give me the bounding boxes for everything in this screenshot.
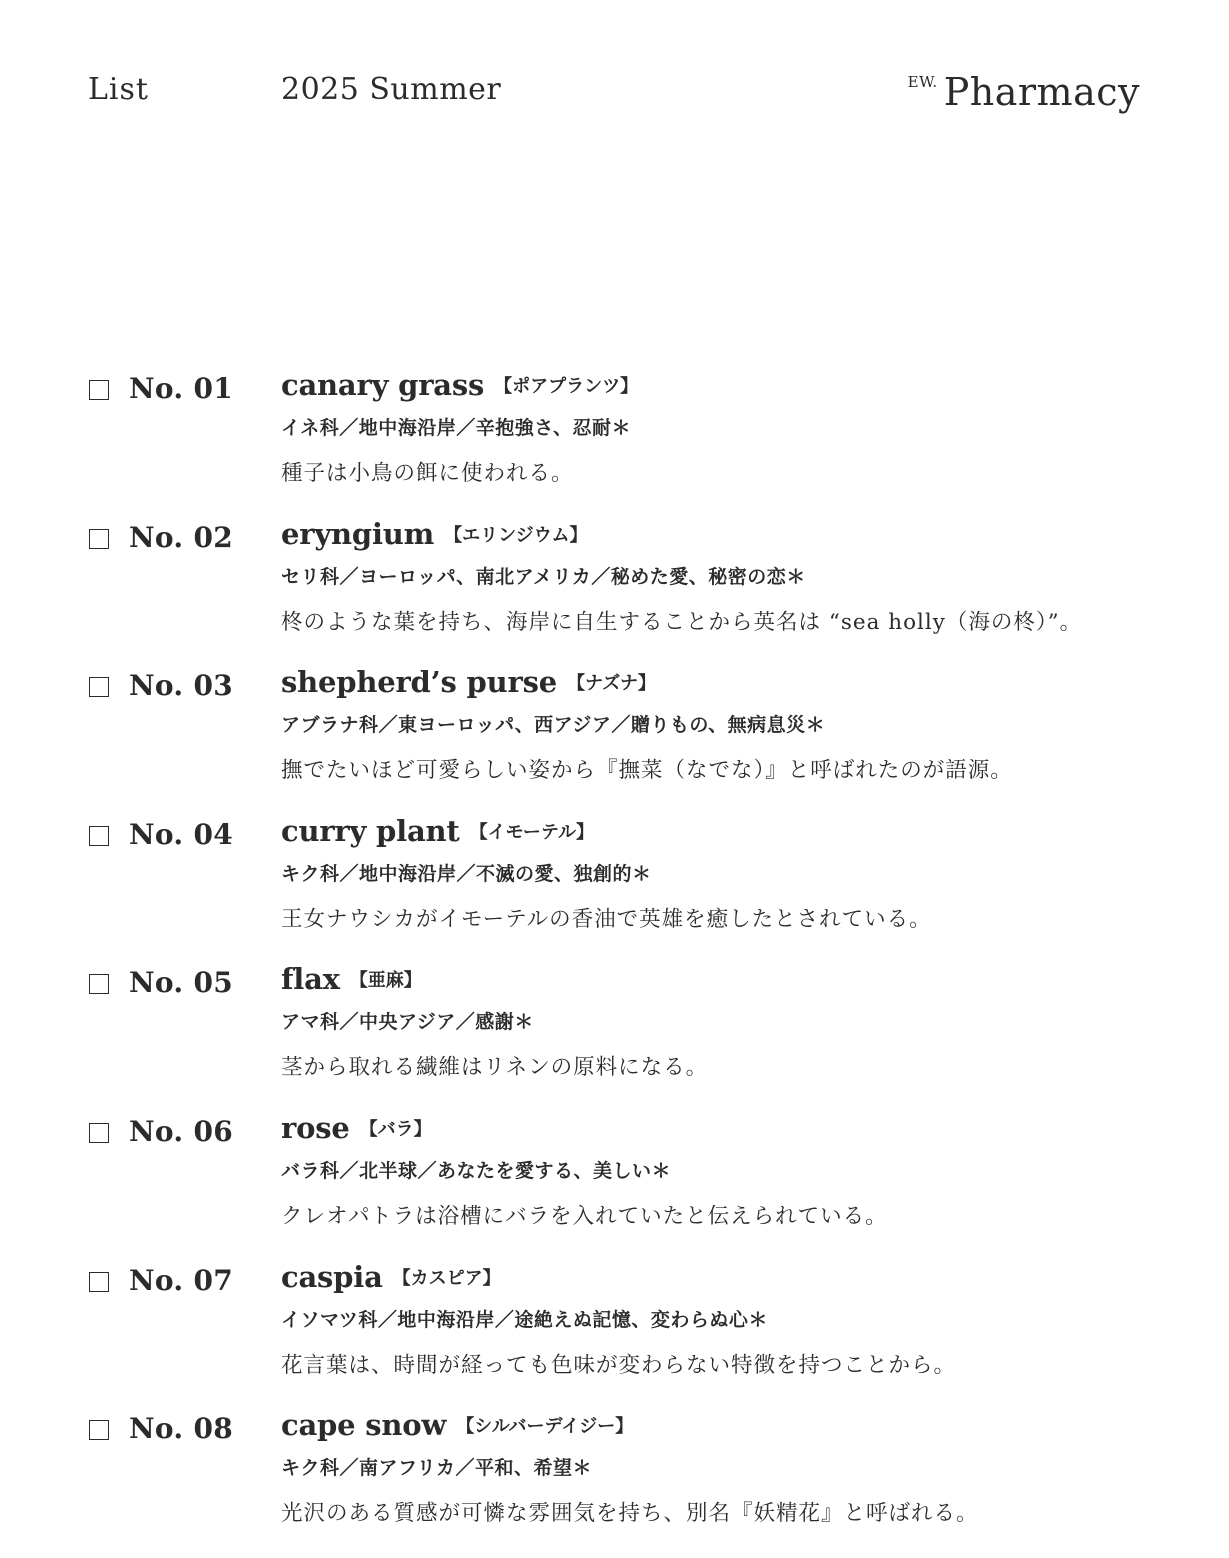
item-japanese-name: 【イモーテル】 — [469, 821, 595, 843]
item-name: shepherd’s purse — [281, 665, 557, 700]
item-meta: キク科／地中海沿岸／不滅の愛、独創的＊ — [281, 862, 652, 885]
item-checkbox[interactable] — [89, 677, 109, 697]
item-title — [281, 517, 1181, 557]
item-checkbox[interactable] — [89, 380, 109, 400]
list-item — [0, 814, 1229, 963]
item-japanese-name: 【カスピア】 — [392, 1267, 501, 1289]
item-title — [281, 1111, 1181, 1151]
item-japanese-name: 【エリンジウム】 — [444, 524, 588, 546]
item-number: No. 06 — [129, 1114, 234, 1148]
item-meta: イネ科／地中海沿岸／辛抱強さ、忍耐＊ — [281, 417, 632, 439]
item-meta: バラ科／北半球／あなたを愛する、美しい＊ — [281, 1159, 672, 1182]
item-description: 種子は小鳥の餌に使われる。 — [281, 461, 574, 486]
item-description: クレオパトラは浴槽にバラを入れていたと伝えられている。 — [281, 1203, 888, 1229]
item-body — [281, 1260, 1181, 1379]
item-title — [281, 814, 1181, 854]
list-item — [0, 962, 1229, 1111]
list-item — [0, 1260, 1229, 1409]
item-name: caspia — [281, 1259, 383, 1294]
item-number: No. 02 — [129, 520, 234, 554]
item-name: eryngium — [281, 516, 435, 551]
brand-name: Pharmacy — [943, 70, 1140, 114]
item-number: No. 05 — [129, 966, 234, 1000]
item-title — [281, 962, 1181, 1002]
item-body — [281, 368, 1181, 487]
item-meta: アマ科／中央アジア／感謝＊ — [281, 1011, 534, 1034]
item-meta: アブラナ科／東ヨーロッパ、西アジア／贈りもの、無病息災＊ — [281, 714, 826, 737]
list-item — [0, 1111, 1229, 1260]
item-description: 王女ナウシカがイモーテルの香油で英雄を癒したとされている。 — [281, 906, 932, 932]
item-meta: イソマツ科／地中海沿岸／途絶えぬ記憶、変わらぬ心＊ — [281, 1308, 768, 1331]
item-description: 茎から取れる繊維はリネンの原料になる。 — [281, 1055, 709, 1081]
item-name: canary grass — [281, 368, 485, 402]
item-name: rose — [281, 1110, 350, 1145]
item-number: No. 01 — [129, 372, 234, 405]
item-japanese-name: 【ナズナ】 — [566, 673, 656, 695]
header-season: 2025 Summer — [281, 72, 502, 107]
item-title — [281, 1260, 1181, 1300]
item-japanese-name: 【バラ】 — [359, 1118, 432, 1140]
item-number: No. 03 — [129, 669, 234, 703]
item-name: flax — [281, 962, 340, 997]
item-number: No. 04 — [129, 817, 234, 851]
brand-prefix: EW. — [907, 73, 938, 91]
item-body — [281, 814, 1181, 933]
item-number: No. 08 — [129, 1412, 234, 1446]
item-japanese-name: 【シルバーデイジー】 — [456, 1416, 634, 1438]
item-japanese-name: 【ポアプランツ】 — [494, 376, 639, 397]
list-item — [0, 368, 1229, 517]
item-number: No. 07 — [129, 1263, 234, 1297]
item-description: 撫でたいほど可愛らしい姿から『撫菜（なでな）』と呼ばれたのが語源。 — [281, 758, 1013, 784]
item-checkbox[interactable] — [89, 1123, 109, 1143]
item-title — [281, 665, 1181, 705]
item-checkbox[interactable] — [89, 529, 109, 549]
plant-list — [0, 368, 1229, 1557]
item-checkbox[interactable] — [89, 1272, 109, 1292]
header-list-label: List — [88, 72, 149, 107]
item-checkbox[interactable] — [89, 826, 109, 846]
item-description: 柊のような葉を持ち、海岸に自生することから英名は “sea holly（海の柊）”。 — [281, 609, 1083, 635]
item-description: 光沢のある質感が可憐な雰囲気を持ち、別名『妖精花』と呼ばれる。 — [281, 1501, 979, 1527]
item-title — [281, 1408, 1181, 1448]
item-body — [281, 1408, 1181, 1527]
list-item — [0, 517, 1229, 666]
item-body — [281, 517, 1181, 636]
item-name: curry plant — [281, 813, 460, 848]
list-item — [0, 665, 1229, 814]
page-header — [0, 0, 1229, 140]
item-checkbox[interactable] — [89, 1420, 109, 1440]
brand-logo — [908, 70, 1140, 114]
list-item — [0, 1408, 1229, 1557]
item-body — [281, 1111, 1181, 1230]
item-title — [281, 368, 1181, 408]
item-name: cape snow — [281, 1408, 447, 1443]
item-body — [281, 665, 1181, 784]
item-meta: キク科／南アフリカ／平和、希望＊ — [281, 1457, 593, 1480]
item-meta: セリ科／ヨーロッパ、南北アメリカ／秘めた愛、秘密の恋＊ — [281, 565, 806, 588]
item-body — [281, 962, 1181, 1081]
item-checkbox[interactable] — [89, 974, 109, 994]
item-description: 花言葉は、時間が経っても色味が変わらない特徴を持つことから。 — [281, 1352, 957, 1378]
item-japanese-name: 【亜麻】 — [349, 970, 422, 992]
